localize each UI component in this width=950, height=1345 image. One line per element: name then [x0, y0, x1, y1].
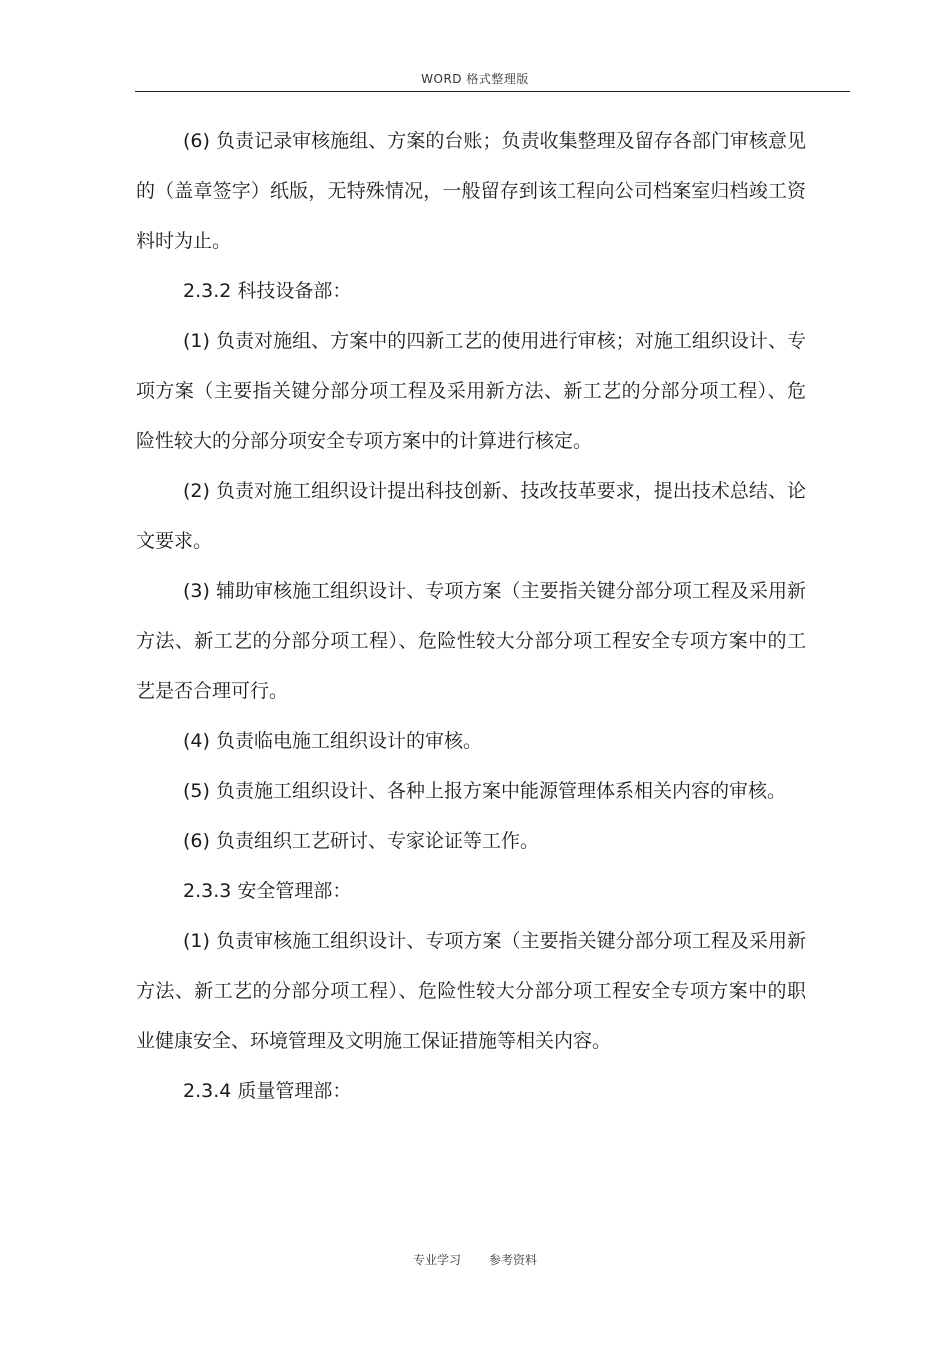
section-heading-2-3-2: 2.3.2 科技设备部：	[183, 280, 352, 302]
section-heading-2-3-4: 2.3.4 质量管理部：	[183, 1080, 352, 1102]
document-body	[136, 116, 806, 1116]
paragraph-2-3-2-item-5: (5) 负责施工组织设计、各种上报方案中能源管理体系相关内容的审核。	[183, 780, 786, 802]
paragraph-2-3-1-item-6: (6) 负责记录审核施组、方案的台账；负责收集整理及留存各部门审核意见的（盖章签字）纸版，无特殊情况，一般留存到该工程向公司档案室归档竣工资料时为止。	[136, 130, 806, 252]
footer-left-text: 专业学习	[412, 1253, 461, 1267]
section-heading-2-3-3: 2.3.3 安全管理部：	[183, 880, 352, 902]
page-footer	[0, 1251, 950, 1268]
header-divider	[135, 91, 850, 92]
paragraph-2-3-2-item-2: (2) 负责对施工组织设计提出科技创新、技改技革要求，提出技术总结、论文要求。	[136, 480, 806, 552]
paragraph-2-3-3-item-1: (1) 负责审核施工组织设计、专项方案（主要指关键分部分项工程及采用新方法、新工艺的分部分项工程）、危险性较大分部分项工程安全专项方案中的职业健康安全、环境管理及文明施工保证措施等相关内容。	[136, 930, 806, 1052]
paragraph-2-3-2-item-6: (6) 负责组织工艺研讨、专家论证等工作。	[183, 830, 539, 852]
paragraph-2-3-2-item-4: (4) 负责临电施工组织设计的审核。	[183, 730, 482, 752]
paragraph-2-3-2-item-1: (1) 负责对施组、方案中的四新工艺的使用进行审核；对施工组织设计、专项方案（主要指关键分部分项工程及采用新方法、新工艺的分部分项工程）、危险性较大的分部分项安全专项方案中的计算进行核定。	[136, 330, 806, 452]
paragraph-2-3-2-item-3: (3) 辅助审核施工组织设计、专项方案（主要指关键分部分项工程及采用新方法、新工艺的分部分项工程）、危险性较大分部分项工程安全专项方案中的工艺是否合理可行。	[136, 580, 806, 702]
footer-right-text: 参考资料	[489, 1253, 538, 1267]
page-header: WORD 格式整理版	[421, 72, 529, 86]
